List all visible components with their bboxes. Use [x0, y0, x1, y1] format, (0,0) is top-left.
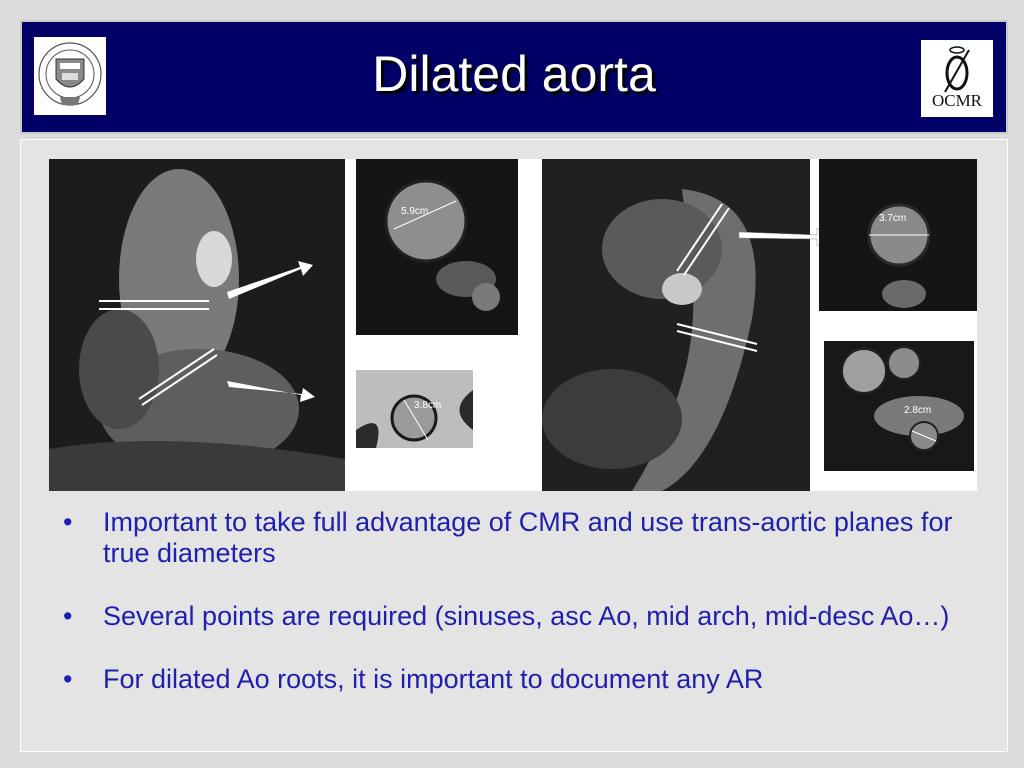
- ocmr-logo: [921, 40, 993, 117]
- slide-content: [20, 139, 1008, 752]
- slide-header: [20, 20, 1008, 134]
- bullet-list: [61, 507, 961, 727]
- bullet-marker: •: [63, 664, 73, 694]
- bullet-text: For dilated Ao roots, it is important to document any AR: [103, 664, 764, 694]
- mri-figure-panel: [49, 159, 977, 491]
- bullet-item: [61, 664, 961, 695]
- mri-image-crosssection-arch: [819, 159, 977, 311]
- bullet-text: Several points are required (sinuses, asc Ao, mid arch, mid-desc Ao…): [103, 601, 950, 631]
- slide-title: Dilated aorta: [372, 46, 656, 102]
- bullet-item: [61, 507, 961, 569]
- mri-image-crosssection-descending: [824, 341, 974, 471]
- bullet-marker: •: [63, 507, 73, 537]
- mri-image-crosssection-ascending: [356, 370, 473, 448]
- measurement-label-3: 3.7cm: [879, 213, 907, 224]
- mri-image-crosssection-sinuses: [356, 159, 518, 335]
- bullet-text: Important to take full advantage of CMR and use trans-aortic planes for true diameters: [103, 507, 953, 568]
- ocmr-logo-text: OCMR: [931, 91, 983, 110]
- mri-image-sagittal-left: [49, 159, 345, 491]
- measurement-label-4: 2.8cm: [904, 405, 932, 416]
- measurement-label-1: 5.9cm: [401, 206, 429, 217]
- bullet-item: [61, 601, 961, 632]
- bullet-marker: •: [63, 601, 73, 631]
- measurement-label-2: 3.8cm: [414, 400, 442, 411]
